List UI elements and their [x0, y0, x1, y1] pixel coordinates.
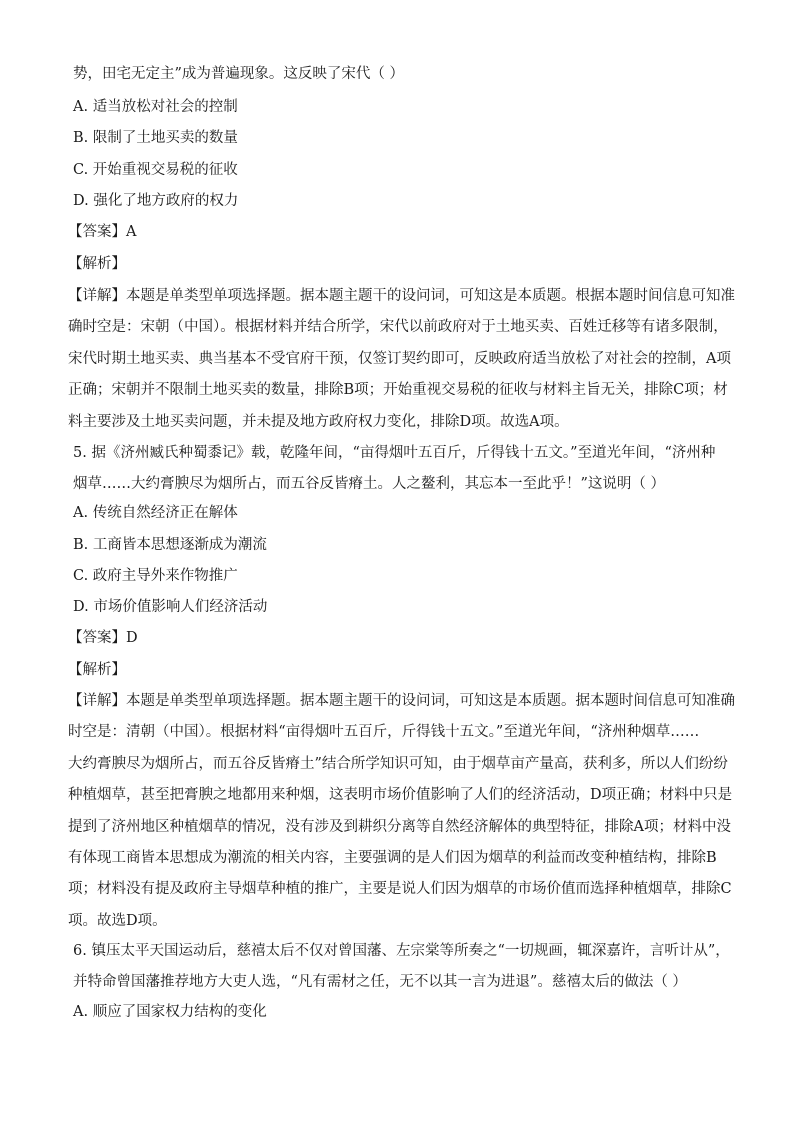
q4-option-c: C. 开始重视交易税的征收 [73, 162, 238, 178]
q4-detail-line: 【详解】本题是单类型单项选择题。据本题主题干的设问词，可知这是本质题。根据本题时间信息可知准 [68, 288, 735, 304]
q5-stem-line: 烟草……大约膏腴尽为烟所占，而五谷反皆瘠土。人之鳌利，其忘本一至此乎！”这说明（ ） [73, 476, 666, 493]
q5-detail-line: 【详解】本题是单类型单项选择题。据本题主题干的设问词，可知这是本质题。据本题时间信息可知准确 [68, 693, 735, 709]
q4-detail [68, 281, 735, 438]
q5-stem [73, 438, 723, 501]
q4-detail-line: 确时空是：宋朝（中国）。根据材料并结合所学，宋代以前政府对于土地买卖、百姓迁移等有诸多限制， [68, 319, 728, 336]
q6-stem [73, 936, 730, 999]
q4-analysis-label: 【解析】 [68, 256, 126, 272]
q4-detail-line: 料主要涉及土地买卖问题，并未提及地方政府权力变化，排除D项。故选A项。 [68, 413, 569, 430]
q4-option-d: D. 强化了地方政府的权力 [73, 193, 239, 209]
q5-analysis-label: 【解析】 [68, 662, 126, 678]
q5-option-b: B. 工商皆本思想逐渐成为潮流 [73, 537, 267, 553]
q6-stem-line: 并特命曾国藩推荐地方大吏人选，“凡有需材之任，无不以其一言为进退”。慈禧太后的做法（ ） [73, 974, 687, 991]
q5-detail-line: 时空是：清朝（中国）。根据材料“亩得烟叶五百斤，斤得钱十五文。”至道光年间，“济州种烟草…… [68, 724, 700, 741]
q5-detail-line: 提到了济州地区种植烟草的情况，没有涉及到耕织分离等自然经济解体的典型特征，排除A项；材料中没 [68, 818, 731, 835]
q5-stem-line: 5. 据《济州臧氏种蜀黍记》载，乾隆年间，“亩得烟叶五百斤，斤得钱十五文。”至道光年间，“济州种 [73, 445, 716, 461]
q5-option-c: C. 政府主导外来作物推广 [73, 568, 238, 584]
q5-detail-line: 有体现工商皆本思想成为潮流的相关内容，主要强调的是人们因为烟草的利益而改变种植结构，排除B [68, 850, 717, 867]
q5-detail-line: 种植烟草，甚至把膏腴之地都用来种烟，这表明市场价值影响了人们的经济活动，D项正确；材料中只是 [68, 787, 733, 804]
q4-option-a: A. 适当放松对社会的控制 [73, 99, 238, 115]
q5-option-a: A. 传统自然经济正在解体 [73, 505, 238, 521]
q6-stem-line: 6. 镇压太平天国运动后，慈禧太后不仅对曾国藩、左宗棠等所奏之“一切规画，辄深嘉许，言听计从”， [73, 943, 730, 959]
q4-detail-line: 正确；宋朝并不限制土地买卖的数量，排除B项；开始重视交易税的征收与材料主旨无关，排除C项；材 [68, 382, 728, 399]
q5-detail-line: 项。故选D项。 [68, 912, 167, 929]
q5-detail-line: 大约膏腴尽为烟所占，而五谷反皆瘠土”结合所学知识可知，由于烟草亩产量高，获利多，所以人们纷纷 [68, 755, 728, 772]
q5-answer: 【答案】D [68, 630, 138, 646]
q4-answer: 【答案】A [68, 224, 137, 240]
q5-detail [68, 686, 735, 937]
q4-stem-tail: 势，田宅无定主”成为普遍现象。这反映了宋代（ ） [73, 66, 405, 82]
q4-option-b: B. 限制了土地买卖的数量 [73, 130, 238, 146]
q4-detail-line: 宋代时期土地买卖、典当基本不受官府干预，仅签订契约即可，反映政府适当放松了对社会的控制，A项 [68, 350, 731, 367]
q5-option-d: D. 市场价值影响人们经济活动 [73, 599, 268, 615]
q6-option-a: A. 顺应了国家权力结构的变化 [73, 1004, 267, 1020]
q5-detail-line: 项；材料没有提及政府主导烟草种植的推广，主要是说人们因为烟草的市场价值而选择种植烟草，排除C [68, 881, 732, 898]
